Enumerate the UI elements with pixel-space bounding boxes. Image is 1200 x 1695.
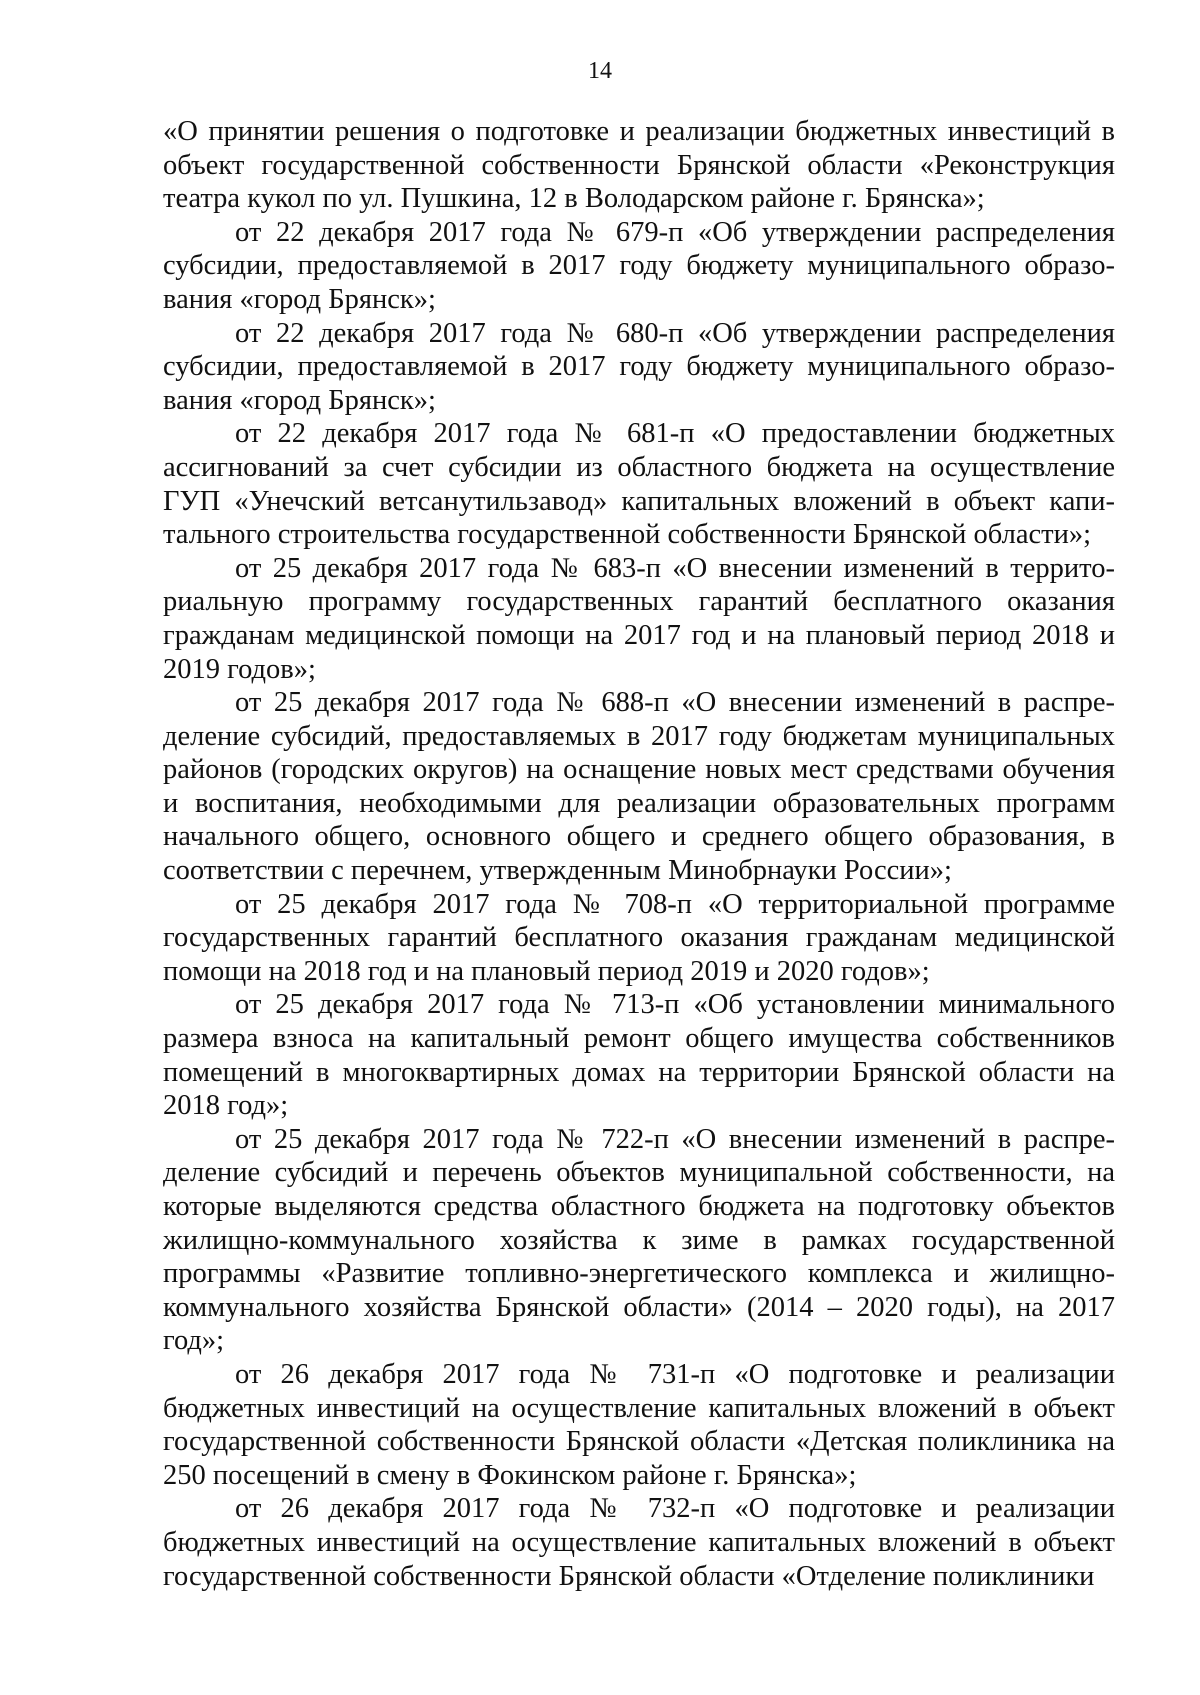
- paragraph-decree-732: от 26 декабря 2017 года № 732-п «О подготовке и реализации бюджетных инвестиций на осуществление капитальных вложений в объект государственной собственности Брянской области «Отделение поликлиники: [163, 1493, 1115, 1592]
- paragraph-continuation: «О принятии решения о подготовке и реализации бюджетных инвестиций в объект государственной собственности Брянской области «Реконструкция театра кукол по ул. Пушкина, 12 в Володарском районе г. Брянска»;: [163, 116, 1115, 215]
- paragraph-decree-680: от 22 декабря 2017 года № 680-п «Об утверждении распределения субсидии, предоставляемой в 2017 году бюджету муниципального образования «город Брянск»;: [163, 317, 1115, 416]
- paragraph-decree-731: от 26 декабря 2017 года № 731-п «О подготовке и реализации бюджетных инвестиций на осуществление капитальных вложений в объект государственной собственности Брянской области «Детская поликлиника на 250 посещений в смену в Фокинском районе г. Брянска»;: [163, 1358, 1115, 1491]
- paragraph-decree-679: от 22 декабря 2017 года № 679-п «Об утверждении распределения субсидии, предоставляемой в 2017 году бюджету муниципального образования «город Брянск»;: [163, 216, 1115, 315]
- paragraph-decree-683: от 25 декабря 2017 года № 683-п «О внесении изменений в территориальную программу государственных гарантий бесплатного оказания гражданам медицинской помощи на 2017 год и на плановый период 2018 и 2019 годов»;: [163, 552, 1115, 685]
- paragraph-decree-722: от 25 декабря 2017 года № 722-п «О внесении изменений в распределение субсидий и перечень объектов муниципальной собственности, на которые выделяются средства областного бюджета на подготовку объектов жилищно-коммунального хозяйства к зиме в рамках государственной программы «Развитие топливно-энергетического комплекса и жилищно-коммунального хозяйства Брянской области» (2014 – 2020 годы), на 2017 год»;: [163, 1123, 1115, 1357]
- paragraph-decree-681: от 22 декабря 2017 года № 681-п «О предоставлении бюджетных ассигнований за счет субсидии из областного бюджета на осуществление ГУП «Унечский ветсанутильзавод» капитальных вложений в объект капитального строительства государственной собственности Брянской области»;: [163, 418, 1115, 551]
- paragraph-decree-713: от 25 декабря 2017 года № 713-п «Об установлении минимального размера взноса на капитальный ремонт общего имущества собственников помещений в многоквартирных домах на территории Брянской области на 2018 год»;: [163, 989, 1115, 1122]
- document-body: [163, 115, 1115, 1593]
- paragraph-decree-708: от 25 декабря 2017 года № 708-п «О территориальной программе государственных гарантий бесплатного оказания гражданам медицинской помощи на 2018 год и на плановый период 2019 и 2020 годов»;: [163, 888, 1115, 987]
- page-number: 14: [588, 58, 612, 84]
- paragraph-decree-688: от 25 декабря 2017 года № 688-п «О внесении изменений в распределение субсидий, предоставляемых в 2017 году бюджетам муниципальных районов (городских округов) на оснащение новых мест средствами обучения и воспитания, необходимыми для реализации образовательных программ начального общего, основного общего и среднего общего образования, в соответствии с перечнем, утвержденным Минобрнауки России»;: [163, 687, 1115, 887]
